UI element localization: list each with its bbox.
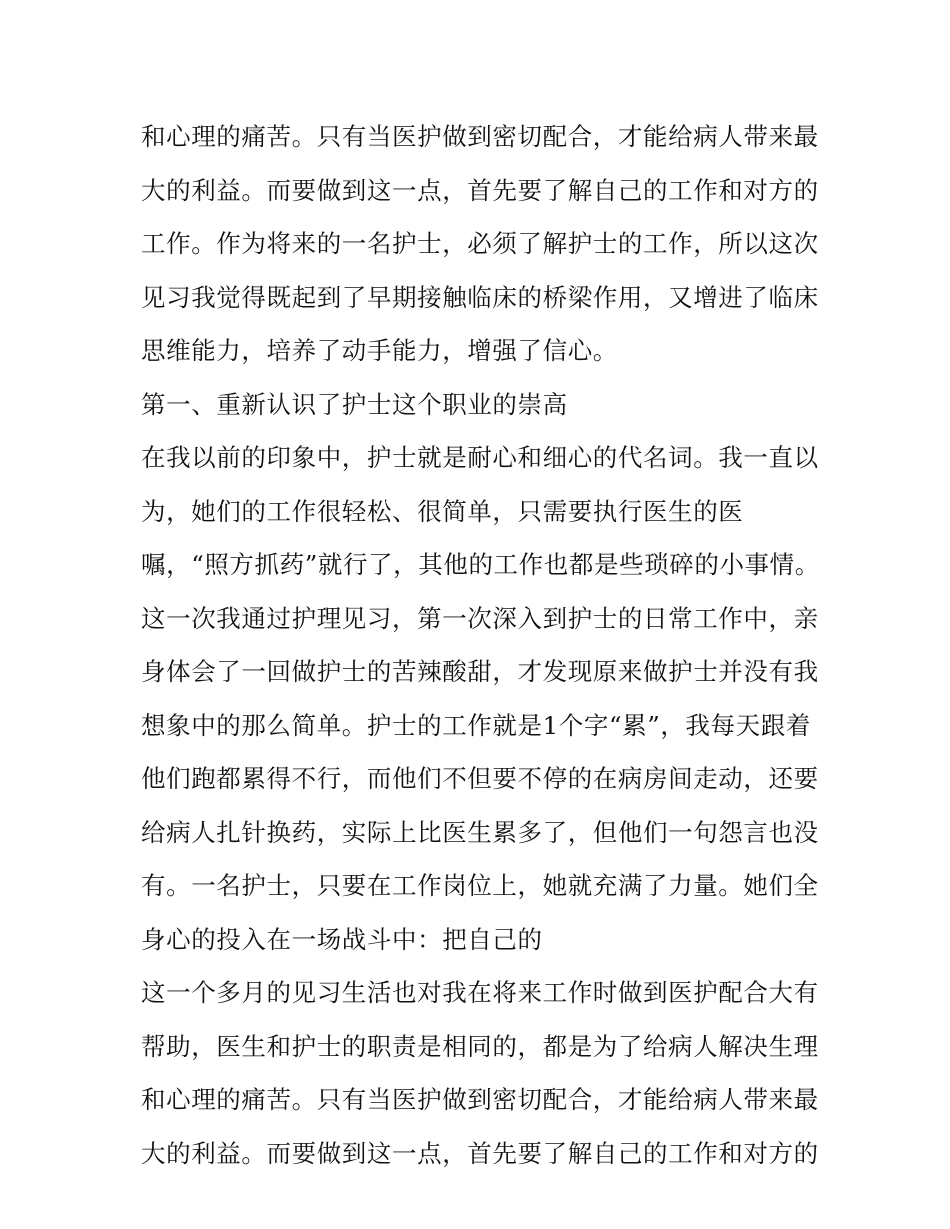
text-line: 在我以前的印象中，护士就是耐心和细心的代名词。我一直以 (141, 443, 819, 472)
text-line: 和心理的痛苦。只有当医护做到密切配合，才能给病人带来最 (141, 1085, 819, 1114)
text-line: 想象中的那么简单。护士的工作就是1个字“累”，我每天跟着 (141, 710, 811, 740)
text-line: 见习我觉得既起到了早期接触临床的桥梁作用，又增进了临床 (141, 282, 819, 312)
text-line: 帮助，医生和护士的职责是相同的，都是为了给病人解决生理 (141, 1031, 819, 1061)
text-line: 大的利益。而要做到这一点，首先要了解自己的工作和对方的 (141, 175, 819, 205)
document-body (141, 110, 821, 1180)
text-line: 和心理的痛苦。只有当医护做到密切配合，才能给病人带来最 (141, 122, 819, 151)
text-line: 这一次我通过护理见习，第一次深入到护士的日常工作中，亲 (141, 603, 819, 633)
text-line: 身心的投入在一场战斗中：把自己的 (141, 924, 543, 954)
text-line: 这一个多月的见习生活也对我在将来工作时做到医护配合大有 (141, 978, 819, 1007)
text-line: 给病人扎针换药，实际上比医生累多了，但他们一句怨言也没 (141, 817, 819, 847)
text-line: 他们跑都累得不行，而他们不但要不停的在病房间走动，还要 (141, 764, 819, 793)
text-line: 有。一名护士，只要在工作岗位上，她就充满了力量。她们全 (141, 871, 819, 900)
section-heading: 第一、重新认识了护士这个职业的崇高 (141, 389, 568, 419)
text-line: 思维能力，培养了动手能力，增强了信心。 (141, 336, 618, 365)
text-line: 工作。作为将来的一名护士，必须了解护士的工作，所以这次 (141, 229, 819, 258)
text-line: 为，她们的工作很轻松、很简单，只需要执行医生的医 (141, 496, 744, 526)
text-line: 嘱，“照方抓药”就行了，其他的工作也都是些琐碎的小事情。 (141, 550, 820, 579)
text-line: 身体会了一回做护士的苦辣酸甜，才发现原来做护士并没有我 (141, 657, 819, 686)
text-line: 大的利益。而要做到这一点，首先要了解自己的工作和对方的 (141, 1138, 819, 1168)
